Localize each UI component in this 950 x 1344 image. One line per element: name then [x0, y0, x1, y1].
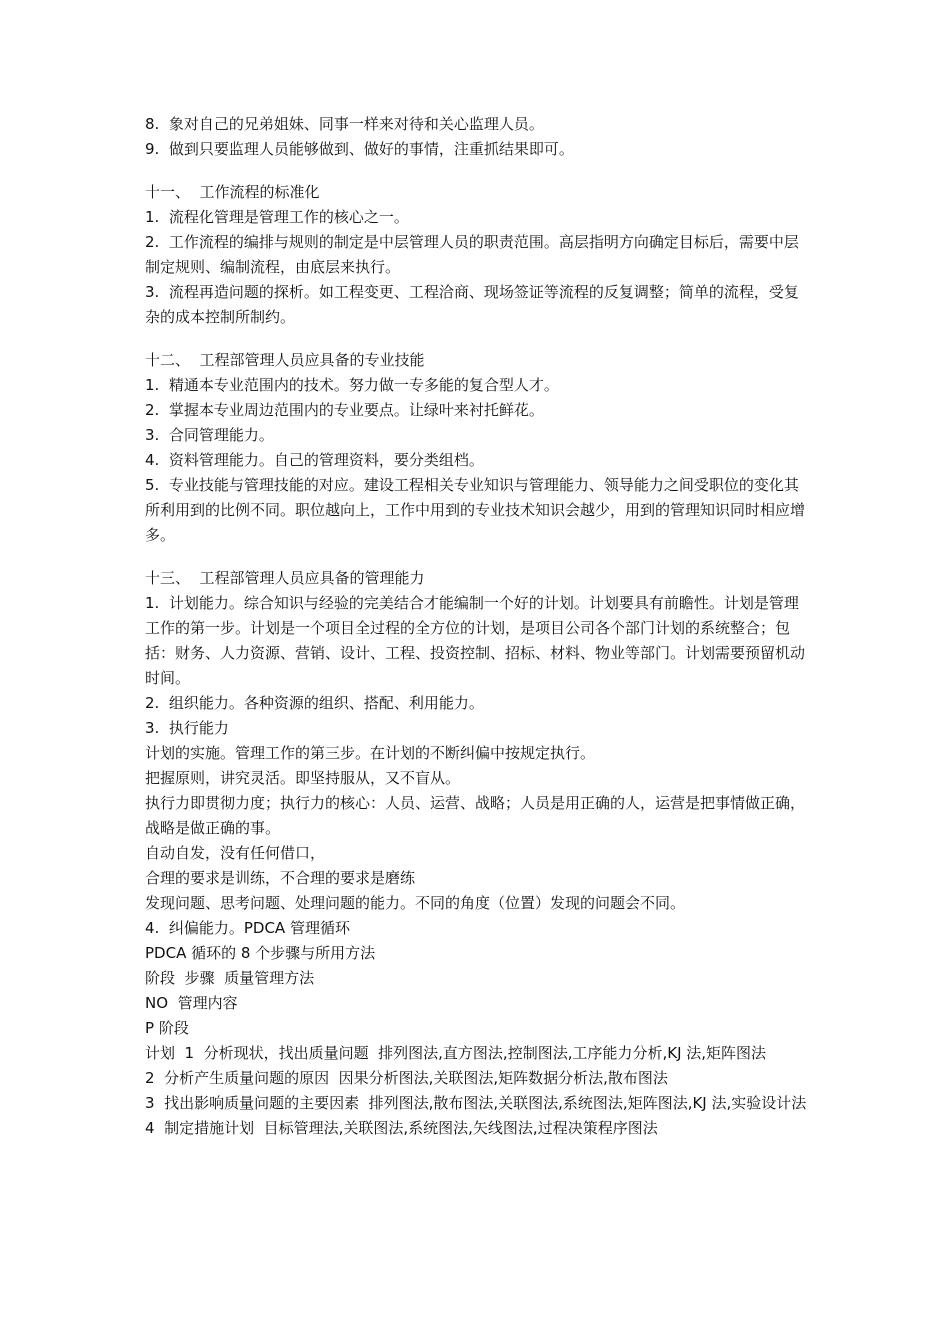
paragraph: 4. 纠偏能力。PDCA 管理循环	[145, 919, 350, 937]
document-body	[145, 112, 809, 1141]
section-gap	[145, 162, 809, 180]
paragraph: 4. 资料管理能力。自己的管理资料，要分类组档。	[145, 451, 484, 469]
paragraph: 十一、 工作流程的标准化	[145, 183, 320, 201]
paragraph: 3. 合同管理能力。	[145, 426, 274, 444]
paragraph: NO 管理内容	[145, 994, 238, 1012]
paragraph: 1. 流程化管理是管理工作的核心之一。	[145, 208, 409, 226]
paragraph: PDCA 循环的 8 个步骤与所用方法	[145, 944, 376, 962]
paragraph: 3. 流程再造问题的探析。如工程变更、工程洽商、现场签证等流程的反复调整；简单的流程，受复杂的成本控制所制约。	[145, 283, 799, 326]
paragraph: 9. 做到只要监理人员能够做到、做好的事情，注重抓结果即可。	[145, 140, 574, 158]
paragraph: 2 分析产生质量问题的原因 因果分析图法,关联图法,矩阵数据分析法,散布图法	[145, 1069, 668, 1087]
section-gap	[145, 330, 809, 348]
paragraph: 3. 执行能力	[145, 719, 229, 737]
paragraph: 十三、 工程部管理人员应具备的管理能力	[145, 569, 425, 587]
paragraph: 十二、 工程部管理人员应具备的专业技能	[145, 351, 425, 369]
paragraph: 3 找出影响质量问题的主要因素 排列图法,散布图法,关联图法,系统图法,矩阵图法,KJ 法,实验设计法	[145, 1094, 807, 1112]
paragraph: 合理的要求是训练，不合理的要求是磨练	[145, 869, 416, 887]
paragraph: 5. 专业技能与管理技能的对应。建设工程相关专业知识与管理能力、领导能力之间受职位的变化其所利用到的比例不同。职位越向上，工作中用到的专业技术知识会越少，用到的管理知识同时相应增多。	[145, 476, 806, 544]
paragraph: 自动自发，没有任何借口，	[145, 844, 326, 862]
paragraph: P 阶段	[145, 1019, 189, 1037]
paragraph: 1. 计划能力。综合知识与经验的完美结合才能编制一个好的计划。计划要具有前瞻性。计划是管理工作的第一步。计划是一个项目全过程的全方位的计划，是项目公司各个部门计划的系统整合；包括：财务、人力资源、营销、设计、工程、投资控制、招标、材料、物业等部门。计划需要预留机动时间。	[145, 594, 806, 687]
paragraph: 计划 1 分析现状，找出质量问题 排列图法,直方图法,控制图法,工序能力分析,KJ 法,矩阵图法	[145, 1044, 767, 1062]
paragraph: 2. 组织能力。各种资源的组织、搭配、利用能力。	[145, 694, 484, 712]
paragraph: 计划的实施。管理工作的第三步。在计划的不断纠偏中按规定执行。	[145, 744, 596, 762]
paragraph: 1. 精通本专业范围内的技术。努力做一专多能的复合型人才。	[145, 376, 559, 394]
paragraph: 2. 掌握本专业周边范围内的专业要点。让绿叶来衬托鲜花。	[145, 401, 544, 419]
paragraph: 8. 象对自己的兄弟姐妹、同事一样来对待和关心监理人员。	[145, 115, 544, 133]
paragraph: 执行力即贯彻力度；执行力的核心：人员、运营、战略；人员是用正确的人，运营是把事情做正确，战略是做正确的事。	[145, 794, 806, 837]
paragraph: 阶段 步骤 质量管理方法	[145, 969, 315, 987]
paragraph: 2. 工作流程的编排与规则的制定是中层管理人员的职责范围。高层指明方向确定目标后，需要中层制定规则、编制流程，由底层来执行。	[145, 233, 799, 276]
section-gap	[145, 548, 809, 566]
paragraph: 发现问题、思考问题、处理问题的能力。不同的角度（位置）发现的问题会不同。	[145, 894, 686, 912]
paragraph: 把握原则，讲究灵活。即坚持服从，又不盲从。	[145, 769, 461, 787]
paragraph: 4 制定措施计划 目标管理法,关联图法,系统图法,矢线图法,过程决策程序图法	[145, 1119, 658, 1137]
